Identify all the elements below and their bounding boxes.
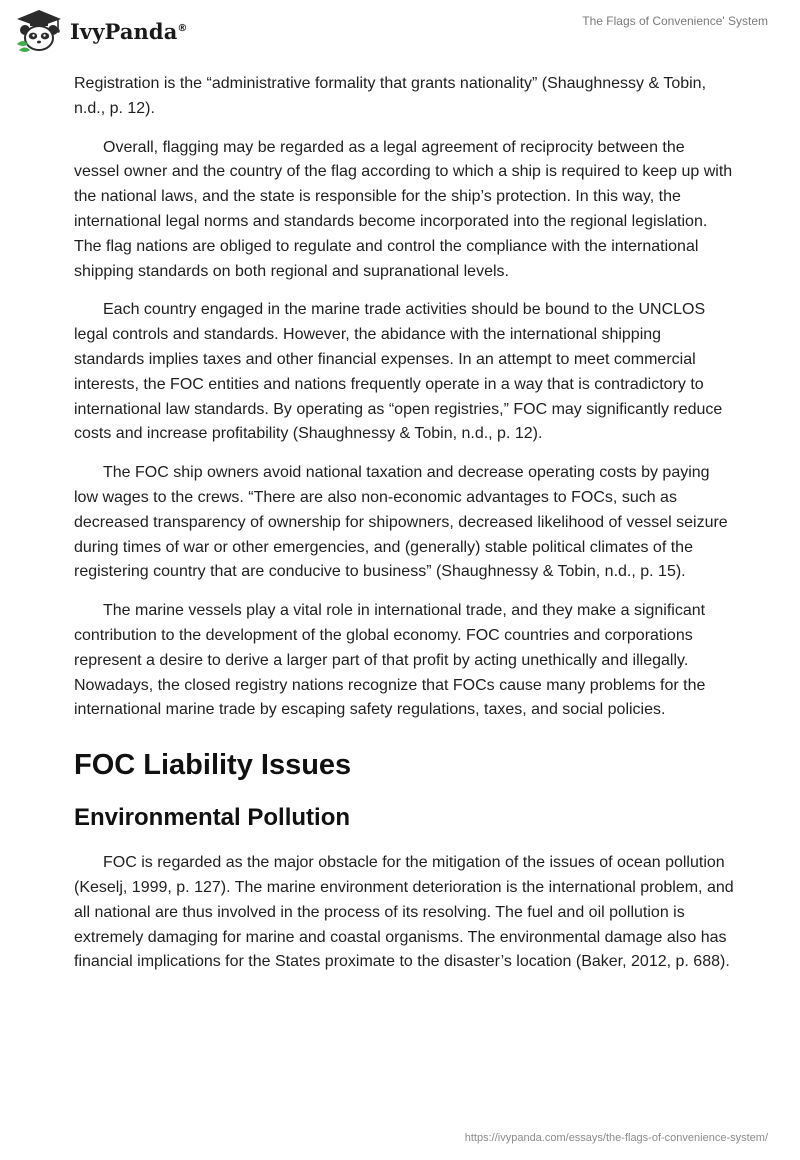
subsection-heading-pollution: Environmental Pollution [74,804,351,832]
essay-body [74,72,734,989]
logo-wordmark: IvyPanda® [70,18,188,44]
page-header [0,0,800,64]
registered-mark: ® [177,22,188,34]
paragraph-marine-vessels: The marine vessels play a vital role in international trade, and they make a significant contribution to the development of the global economy. FOC countries and corporations represent a desire to derive a larger part of that profit by acting unethically and illegally. Nowadays, the closed registry nations recognize that FOCs cause many problems for the international marine trade by escaping safety regulations, taxes, and social policies. [74,602,706,719]
paragraph-foc-owners: The FOC ship owners avoid national taxation and decrease operating costs by paying low wages to the crews. “There are also non-economic advantages to FOCs, such as decreased transparency of ownership for shipowners, decreased likelihood of vessel seizure during times of war or other emergencies, and (generally) stable political climates of the registering country that are conducive to business” (Shaughnessy & Tobin, n.d., p. 15). [74,464,728,581]
source-url[interactable]: https://ivypanda.com/essays/the-flags-of-convenience-system/ [464,1132,768,1144]
paragraph-flagging: Overall, flagging may be regarded as a legal agreement of reciprocity between the vessel owner and the country of the flag according to which a ship is required to keep up with the national laws, and the state is responsible for the ship’s protection. In this way, the international legal norms and standards become incorporated into the regional legislation. The flag nations are obliged to regulate and control the compliance with the international shipping standards on both regional and supranational levels. [74,138,733,280]
paragraph-registration: Registration is the “administrative formality that grants nationality” (Shaughnessy & Tobin, n.d., p. 12). [74,75,707,117]
document-title: The Flags of Convenience' System [582,14,768,28]
section-heading-liability: FOC Liability Issues [74,749,352,782]
paragraph-pollution: FOC is regarded as the major obstacle for the mitigation of the issues of ocean pollution (Keselj, 1999, p. 127). The marine environment deterioration is the international problem, and all national are thus involved in the process of its resolving. The fuel and oil pollution is extremely damaging for marine and coastal organisms. The environmental damage also has financial implications for the States proximate to the disaster’s location (Baker, 2012, p. 688). [74,854,734,971]
ivypanda-logo[interactable] [14,8,188,54]
paragraph-unclos: Each country engaged in the marine trade activities should be bound to the UNCLOS legal controls and standards. However, the abidance with the international shipping standards implies taxes and other financial expenses. In an attempt to meet commercial interests, the FOC entities and nations frequently operate in a way that is contradictory to international law standards. By operating as “open registries,” FOC may significantly reduce costs and increase profitability (Shaughnessy & Tobin, n.d., p. 12). [74,301,723,443]
panda-graduate-icon [14,8,64,54]
